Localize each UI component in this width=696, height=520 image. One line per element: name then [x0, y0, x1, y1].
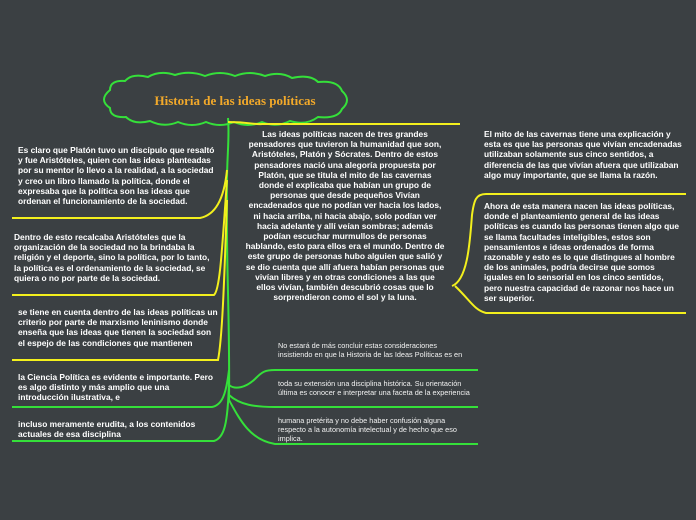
- center-topic[interactable]: Las ideas políticas nacen de tres grandes pensadores que tuvieron la humanidad que son, Aristóteles, Platón y Sócrates. Dentro de estos pensadores nació una alegoría propuesta por Platón, que se titula el mito de las cavernas donde el explicaba que habían un grupo de personas que desde pequeños Vivían encadenados que no podían ver hacia los lados, ni hacia arriba, ni hacia abajo, solo podían ver hacia adelante y allí veían sombras; además podían escuchar murmullos de personas hablando, esto para ellos era el mundo. Dentro de este grupo de personas hubo alguien que salió y se dio cuenta que allí afuera habían personas que vivían libres y en otras condiciones a las que ellos vivían, también descubrió cosas que lo sorprendieron como el sol y la luna.: [245, 129, 445, 303]
- right-topic-1[interactable]: El mito de las cavernas tiene una explicación y esta es que las personas que vivían encadenadas utilizaban solamente sus cinco sentidos, a diferencia de las que vivían afuera que utilizaban algo muy importante, que se llama la razón.: [484, 129, 682, 180]
- left-topic-2[interactable]: Dentro de esto recalcaba Aristóteles que la organización de la sociedad no la brindaba la religión y el deporte, sino la política, por lo tanto, la política es el ordenamiento de la sociedad, se quiera o no por parte de la sociedad.: [14, 232, 210, 283]
- left-topic-5[interactable]: incluso meramente erudita, a los contenidos actuales de esa disciplina: [18, 419, 196, 440]
- left-topic-1[interactable]: Es claro que Platón tuvo un discípulo que resaltó y fue Aristóteles, quien con las ideas planteadas por su mentor lo llevo a la realidad, a la sociedad y creo un libro llamado la política, donde el expresaba que la política son las ideas que ordenan el funcionamiento de la sociedad.: [18, 145, 215, 207]
- left-topic-4[interactable]: la Ciencia Política es evidente e importante. Pero es algo distinto y más amplio que una introducción ilustrativa, e: [18, 372, 214, 403]
- left-topic-3[interactable]: se tiene en cuenta dentro de las ideas políticas un criterio por parte de marxismo leninismo donde enseña que las ideas que tienen la sociedad son el espejo de las condiciones que mantienen: [18, 307, 218, 348]
- bottom-topic-2[interactable]: toda su extensión una disciplina histórica. Su orientación última es conocer e interpretar una faceta de la experiencia: [278, 379, 470, 397]
- map-title[interactable]: Historia de las ideas políticas: [154, 93, 316, 108]
- bottom-topic-3[interactable]: humana pretérita y no debe haber confusión alguna respecto a la autonomía intelectual y de hecho que eso implica.: [278, 416, 457, 443]
- bottom-topic-1[interactable]: No estará de más concluir estas consideraciones insistiendo en que la Historia de las Ideas Políticas es en: [278, 341, 463, 359]
- right-topic-2[interactable]: Ahora de esta manera nacen las ideas políticas, donde el planteamiento general de las ideas políticas es cuando las personas tienen algo que se llama facultades inteligibles, estos son pensamientos e ideas ordenados de forma razonable y esto es lo que distingues al hombre de los animales, podría decirse que somos iguales en lo sensorial en los cinco sentidos, pero nuestra capacidad de razonar nos hace un ser superior.: [484, 201, 680, 303]
